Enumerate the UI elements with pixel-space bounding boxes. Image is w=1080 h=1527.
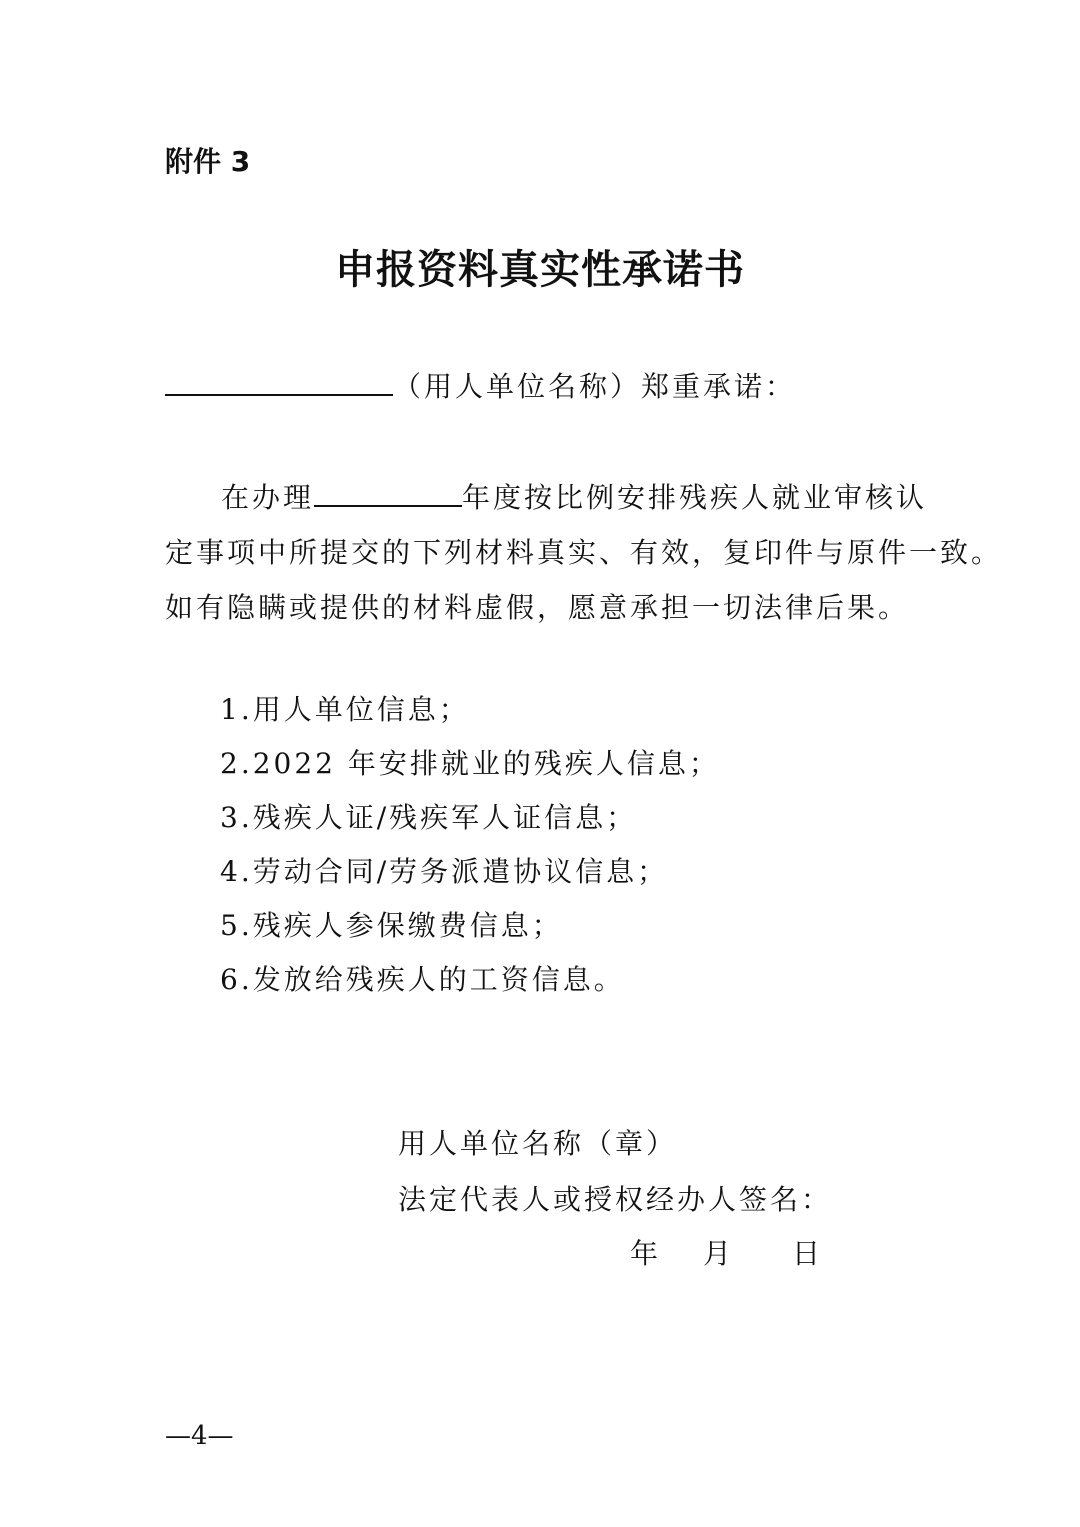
list-item: 4.劳动合同/劳务派遣协议信息； <box>220 855 669 888</box>
list-item: 3.残疾人证/残疾军人证信息； <box>220 801 638 834</box>
unit-name-seal: 用人单位名称（章） <box>398 1127 678 1160</box>
commitment-text: （用人单位名称）郑重承诺： <box>393 370 797 403</box>
attachment-label: 附件 3 <box>165 145 251 178</box>
list-item: 1.用人单位信息； <box>220 693 470 726</box>
page-number: —4— <box>165 1421 234 1451</box>
date-year: 年 <box>630 1237 659 1270</box>
paragraph-line-1 <box>165 470 928 525</box>
document-title: 申报资料真实性承诺书 <box>335 247 745 293</box>
representative-signature: 法定代表人或授权经办人签名： <box>398 1183 833 1216</box>
date-day: 日 <box>792 1237 821 1270</box>
paragraph-prefix: 在办理 <box>221 481 315 514</box>
list-item: 2.2022 年安排就业的残疾人信息； <box>220 747 720 780</box>
paragraph-line-1-rest: 年度按比例安排残疾人就业审核认 <box>462 481 928 514</box>
commitment-line <box>165 364 796 407</box>
commitment-paragraph <box>165 470 1003 635</box>
year-blank <box>314 473 462 507</box>
list-item: 6.发放给残疾人的工资信息。 <box>220 963 625 996</box>
date-month: 月 <box>703 1237 732 1270</box>
list-item: 5.残疾人参保缴费信息； <box>220 909 563 942</box>
unit-name-blank <box>165 364 393 396</box>
paragraph-line-2: 定事项中所提交的下列材料真实、有效，复印件与原件一致。 <box>165 536 1003 569</box>
paragraph-line-3: 如有隐瞒或提供的材料虚假，愿意承担一切法律后果。 <box>165 591 910 624</box>
